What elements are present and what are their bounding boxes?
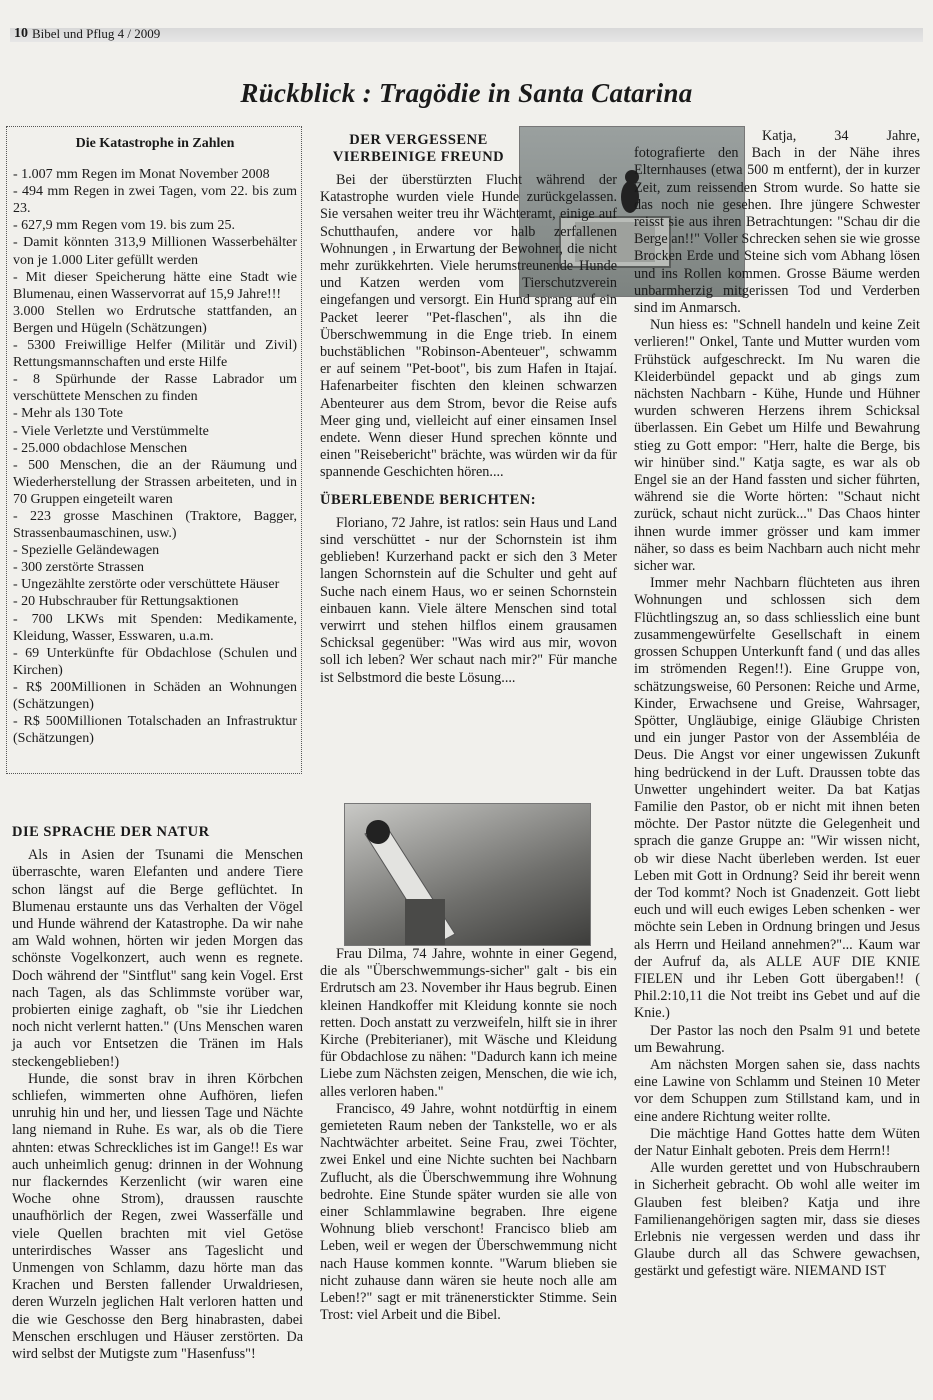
list-item: - 25.000 obdachlose Menschen <box>13 440 188 456</box>
list-item: - Ungezählte zerstörte oder verschüttete Häuser <box>13 577 280 593</box>
paragraph: Immer mehr Nachbarn flüchteten aus ihren Wohnungen und schlossen sich dem Flüchtlingszug an, so dass schliesslich eine bunt zusammengewürfelte Gesellschaft in einem grossen Schuppen Unterkunft fand ( und das alles im strömenden Regen!!). Eine Gruppe von, schätzungsweise, 60 Personen: Reiche und Arme, Kinder, Erwachsene und Greise, Wahrsager, Spötter, Ungläubige, einige Gläubige Christen und ein junger Pastor von der Assembléia de Deus. Die Angst vor einer ungewissen Zukunft hing bedrückend in der Luft. Draussen tobte das Unwetter ungehindert weiter. Da bat Katjas Familie den Pastor, ob er nicht mit ihnen beten möchte. Der Pastor nützte die Gelegenheit und sprach die ganze Gruppe an: "Wir wissen nicht, ob wir diese Nacht überleben werden. Ist euer Leben mit Gott in Ordnung? Seid ihr bereit wenn der Tod kommt? Noch ist Gnadenzeit. Gott liebt euch und will euch ewiges Leben schenken - wer möchte sein Leben in Ordnung bringen und Jesus als Herrn und Heiland annehmen?"... Kaum war der Aufruf da, als ALLE AUF DIE KNIE FIELEN und ihr Leben Gott übergaben!! ( Phil.2:10,11 die Not treibt ins Gebet und auf die Knie.) <box>634 575 920 1022</box>
column-right <box>634 128 920 1281</box>
section-heading-dog: DER VERGESSENE VIERBEINIGE FREUND <box>332 132 505 166</box>
paragraph: Hunde, die sonst brav in ihren Körbchen schliefen, wimmerten ohne Aufhören, liefen unruhig hin und her, und liessen Tage und Nächte lang niemand in Ruhe. Es war, als ob die Tiere ahnten: etwas Schreckliches ist im Gange!! Es war auch unheimlich genug: drinnen in der Wohnung nur flackerndes Kerzenlicht (wir waren eine Woche ohne Strom), draussen rauschte unaufhörlich der Regen, zwei Wasserfälle und viele Quellen brachten mit viel Getöse unterirdisches Wasser ans Tageslicht und Unmengen von Schlamm, dazu hörte man das Krachen und Bersten fallender Urwaldriesen, deren Wurzeln jeglichen Halt verloren hatten und die wie Geschosse den Berg hinabrasten, dabei Menschen erschlugen und Häuser zerstörten. Da wird selbst der Mutigste zum "Hasenfuss"! <box>12 1070 303 1363</box>
column-middle <box>320 172 617 687</box>
paragraph: Francisco, 49 Jahre, wohnt notdürftig in einem gemieteten Raum neben der Tankstelle, wo er als Nachtwächter arbeitet. Seine Frau, zwei Töchter, zwei Enkel und eine Nichte suchten bei Nachbarn Zuflucht, als die Überschwemmung ihre Wohnung bedrohte. Eine Stunde später wurden sie alle von einer Schlammlawine begraben. Ihre eigene Wohnung blieb verschont! Francisco blieb am Leben, weil er wegen der Überschwemmung nicht nach Hause kommen konnte. "Warum blieben sie nicht zuhause dann wären sie heute noch alle am Leben!?" sagt er mit tränenerstickter Stimme. Sein Trost: viel Arbeit und die Bibel. <box>320 1100 617 1324</box>
list-item: - Damit könnten 313,9 Millionen Wasserbehälter von je 1.000 Liter gefüllt werden <box>13 235 297 268</box>
paragraph: Die mächtige Hand Gottes hatte dem Wüten der Natur Einhalt geboten. Preis dem Herrn!! <box>634 1125 920 1159</box>
list-item: - Spezielle Geländewagen <box>13 543 160 559</box>
facts-box <box>6 126 302 774</box>
paragraph: Als in Asien der Tsunami die Menschen überraschte, waren Elefanten und andere Tiere schon längst auf die Berge geflüchtet. In Blumenau erstaunte uns das Verhalten der Vögel und Hunde während der Katastrophe. Da wir nahe am Wald wohnen, hörten wir jeden Morgen das schönste Vogelkonzert, auch wenn es regnete. Doch während der "Sintflut" sang kein Vogel. Erst nach Tagen, als das Schlimmste vorüber war, probierten einige zaghaft, ob "sie ihr Liedchen noch nicht verlernt hatten." (Uns Menschen waren ja auch vor Entsetzen die Tränen im Hals steckengeblieben!) <box>12 847 303 1070</box>
column-left <box>12 820 303 1363</box>
list-item: 3.000 Stellen wo Erdrutsche stattfanden, an Bergen und Hügeln (Schätzungen) <box>13 303 297 336</box>
chimney-photo <box>344 803 591 946</box>
list-item: - 300 zerstörte Strassen <box>13 560 145 576</box>
article-title: Rückblick : Tragödie in Santa Catarina <box>240 78 693 108</box>
list-item: - Viele Verletzte und Verstümmelte <box>13 423 209 439</box>
facts-box-title: Die Katastrophe in Zahlen <box>75 136 235 151</box>
list-item: - 223 grosse Maschinen (Traktore, Bagger, Strassenbaumaschinen, usw.) <box>13 508 297 542</box>
paragraph: Am nächsten Morgen sahen sie, dass nachts eine Lawine von Schlamm und Steinen 10 Meter vor dem Schuppen zum Stillstand kam, und in eine andere Richtung weiter rollte. <box>634 1056 920 1125</box>
paragraph: Bei der überstürzten Flucht während der Katastrophe wurden viele Hunde zurückgelassen. Sie versahen weiter treu ihr Wächteramt, einige auf Schutthaufen, andere vor halb zerfallenen Wohnungen , in Erwartung der Bewohner, die nicht mehr zurükkehrten. Viele herumstreunende Hunde und Katzen werden vom Tierschutzverein eingefangen und versorgt. Ein Hund sprang auf ein Packet leerer "Pet-flaschen", als ihn die Überschwemmung in die Enge trieb. In einem buchstäblichen "Robinson-Abenteuer", schwamm er auf seinem "Pet-boot", bis zum Hafen in Itajaí. Hafenarbeiter fischten den kleinen schwarzen Abenteurer aus dem Strom, bevor die Reise aufs Meer ging und, vielleicht auf einer einsamen Insel endete. Wenn dieser Hund sprechen könnte und einen "Reisebericht" brächte, was würden wir da für spannende Geschichten hören.... <box>320 172 617 481</box>
list-item: - Mehr als 130 Tote <box>13 406 123 422</box>
paragraph: Frau Dilma, 74 Jahre, wohnte in einer Gegend, die als "Überschwemmungs-sicher" galt - bis ein Erdrutsch am 23. November ihr Haus begrub. Einen kleinen Handkoffer mit Kleidung konnte sie noch retten. Doch anstatt zu verzweifeln, hilft sie in ihrer Kirche (Prebiterianer), mit Wäsche und Kleidung für Obdachlose zu nähen: "Dadurch kann ich meine Liebe zum Nächsten zeigen, Menschen, die wie ich, alles verloren haben." <box>320 946 617 1100</box>
list-item: - 20 Hubschrauber für Rettungsaktionen <box>13 594 239 610</box>
section-heading-nature: DIE SPRACHE DER NATUR <box>12 824 210 840</box>
page-header <box>14 24 160 44</box>
list-item: - 494 mm Regen in zwei Tagen, vom 22. bis zum 23. <box>13 184 297 217</box>
list-item: - 700 LKWs mit Spenden: Medikamente, Kleidung, Wasser, Esswaren, u.a.m. <box>13 611 297 644</box>
publication-name: Bibel und Pflug 4 / 2009 <box>32 26 161 41</box>
chimney-photo-drawing <box>345 804 590 945</box>
column-middle-top <box>320 128 517 172</box>
list-item: - 627,9 mm Regen vom 19. bis zum 25. <box>13 218 236 234</box>
list-item: - 1.007 mm Regen im Monat November 2008 <box>13 167 270 183</box>
list-item: - R$ 200Millionen in Schäden an Wohnungen (Schätzungen) <box>13 679 297 712</box>
list-item: - 5300 Freiwillige Helfer (Militär und Zivil) Rettungsmannschaften und erste Hilfe <box>13 338 297 371</box>
column-middle-bottom <box>320 946 617 1324</box>
page-number: 10 <box>14 26 28 41</box>
list-item: - 8 Spürhunde der Rasse Labrador um verschüttete Menschen zu finden <box>13 372 297 405</box>
list-item: - Mit dieser Speicherung hätte eine Stadt wie Blumenau, einen Wasservorrat auf 15,9 Jahre!!! <box>13 269 297 302</box>
facts-list <box>13 166 297 747</box>
list-item: - 69 Unterkünfte für Obdachlose (Schulen und Kirchen) <box>13 645 297 678</box>
paragraph: Nun hiess es: "Schnell handeln und keine Zeit verlieren!" Onkel, Tante und Mutter wurden vom Frühstück aufgeschreckt. Im Nu waren die Kleiderbündel gepackt und ab gings zum nächsten Nachbarn - Kühe, Hunde und Hühner wurden schweren Herzens ihrem Schicksal überlassen. Ein Gebet um Hilfe und Bewahrung stieg zu Gott empor: "Herr, halte die Berge, bis wir hinüber sind." Katja sagte, es war als ob Engel sie an der Hand fassten und sicher führten, während sie die Worte hörten: "Schaut nicht zurück, schaut nicht zurück..." Das Chaos hinter ihnen wurde immer grösser und kam immer näher, so dass es beim Nachbarn auch nicht mehr sicher war. <box>634 317 920 575</box>
paragraph: Katja, 34 Jahre, fotografierte den Bach in der Nähe ihres Elternhauses (etwa 500 m entfernt), der in kurzer Zeit, zum reissenden Strom wurde. So hatte sie das noch nie gesehen. Ihre jüngere Schwester reisst sie aus ihren Betrachtungen: "Schau dir die Berge an!!" Voller Schrecken sehen sie wie grosse Brocken Erde und Steine sich vom Abhang lösen und ins Rollen kommen. Grosse Bäume werden unbarmherzig mitgerissen Tod und Verderben sind im Anmarsch. <box>634 128 920 317</box>
section-heading-survivors: ÜBERLEBENDE BERICHTEN: <box>320 491 537 508</box>
list-item: - R$ 500Millionen Totalschaden an Infrastruktur (Schätzungen) <box>13 714 297 747</box>
paragraph: Alle wurden gerettet und von Hubschraubern in Sicherheit gebracht. Ob wohl alle weiter im Glauben fest bleiben? Katja und ihre Familienangehörigen sagten mir, dass sie dieses Erlebnis nie vergessen werden und dass ihr Glaube durch all das Schwere gewachsen, gestärkt und gefestigt wäre. NIEMAND IST <box>634 1160 920 1280</box>
paragraph: Floriano, 72 Jahre, ist ratlos: sein Haus und Land sind verschüttet - nur der Schornstein ist ihm geblieben! Kurzerhand packt er sich den 3 Meter langen Schornstein auf die Schulter und geht auf Suche nach einem Haus, wo er seinen Schornstein einbauen kann. Viele ältere Menschen sind total verwirrt und stehen hilflos einem grausamen Schicksal gegenüber: "Was wird aus mir, wovon soll ich leben? Wer schaut nach mir?" Für manche ist Selbstmord die beste Lösung.... <box>320 514 617 686</box>
paragraph: Der Pastor las noch den Psalm 91 und betete um Bewahrung. <box>634 1022 920 1056</box>
list-item: - 500 Menschen, die an der Räumung und Wiederherstellung der Strassen arbeiteten, und in 70 Gruppen eingeteilt waren <box>13 457 297 507</box>
